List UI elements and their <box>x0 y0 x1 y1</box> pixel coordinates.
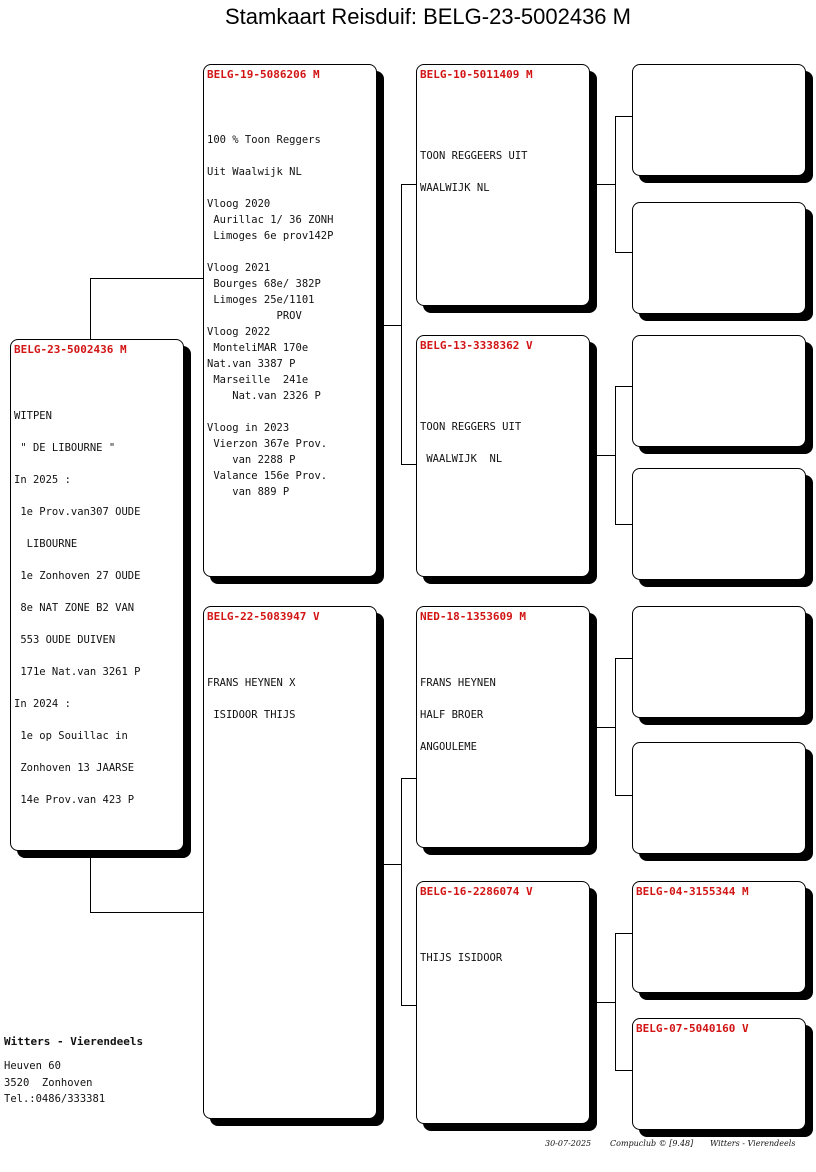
great-grandparent-ring: BELG-04-3155344 M <box>636 885 749 898</box>
connector-line <box>597 184 615 185</box>
connector-line <box>615 1070 633 1071</box>
subject-line: LIBOURNE <box>14 538 78 550</box>
connector-line <box>401 184 417 185</box>
great-grandparent-card[interactable] <box>632 202 806 314</box>
father-line: Limoges 25e/1101 <box>207 294 315 306</box>
owner-phone: Tel.:0486/333381 <box>4 1093 106 1105</box>
owner-address: Heuven 60 <box>4 1060 61 1072</box>
owner-name: Witters - Vierendeels <box>4 1035 144 1048</box>
paternal-grandfather-line: WAALWIJK NL <box>420 182 490 194</box>
subject-line: 553 OUDE DUIVEN <box>14 634 116 646</box>
subject-ring: BELG-23-5002436 M <box>14 343 127 356</box>
father-line: 100 % Toon Reggers <box>207 134 321 146</box>
mother-card[interactable] <box>203 606 377 1119</box>
paternal-grandmother-line: WAALWIJK NL <box>420 453 503 465</box>
connector-line <box>384 325 402 326</box>
connector-line <box>90 278 204 279</box>
father-card[interactable] <box>203 64 377 577</box>
father-line: Vierzon 367e Prov. <box>207 438 328 450</box>
subject-line: 8e NAT ZONE B2 VAN <box>14 602 135 614</box>
connector-line <box>615 658 616 795</box>
connector-line <box>401 184 402 464</box>
great-grandparent-card[interactable] <box>632 64 806 176</box>
owner-city: 3520 Zonhoven <box>4 1077 93 1089</box>
subject-line: In 2024 : <box>14 698 71 710</box>
connector-line <box>615 933 616 1070</box>
father-line: Vloog in 2023 <box>207 422 290 434</box>
maternal-grandfather-line: FRANS HEYNEN <box>420 677 496 689</box>
great-grandparent-card[interactable] <box>632 335 806 447</box>
connector-line <box>615 252 633 253</box>
maternal-grandmother-card[interactable] <box>416 881 590 1124</box>
father-line: van 889 P <box>207 486 290 498</box>
footer-date: 30-07-2025 <box>545 1139 592 1148</box>
father-line: PROV <box>207 310 302 322</box>
connector-line <box>615 933 633 934</box>
subject-line: WITPEN <box>14 410 52 422</box>
subject-line: Zonhoven 13 JAARSE <box>14 762 135 774</box>
father-line: Bourges 68e/ 382P <box>207 278 321 290</box>
connector-line <box>615 386 633 387</box>
connector-line <box>401 1005 417 1006</box>
footer-owner: Witters - Vierendeels <box>710 1139 796 1148</box>
mother-line: ISIDOOR THIJS <box>207 709 296 721</box>
subject-line: 1e Zonhoven 27 OUDE <box>14 570 141 582</box>
connector-line <box>401 778 417 779</box>
connector-line <box>615 116 633 117</box>
maternal-grandmother-line: THIJS ISIDOOR <box>420 952 503 964</box>
subject-line: " DE LIBOURNE " <box>14 442 116 454</box>
father-line: Vloog 2021 <box>207 262 271 274</box>
father-line: Vloog 2020 <box>207 198 271 210</box>
father-line: Nat.van 2326 P <box>207 390 321 402</box>
connector-line <box>597 455 615 456</box>
connector-line <box>384 864 402 865</box>
father-line: Uit Waalwijk NL <box>207 166 302 178</box>
great-grandparent-card[interactable] <box>632 742 806 854</box>
subject-line: 1e Prov.van307 OUDE <box>14 506 141 518</box>
subject-line: In 2025 : <box>14 474 71 486</box>
great-grandparent-ring: BELG-07-5040160 V <box>636 1022 749 1035</box>
mother-line: FRANS HEYNEN X <box>207 677 296 689</box>
footer-software: Compuclub © [9.48] <box>610 1139 694 1148</box>
maternal-grandfather-line: ANGOULEME <box>420 741 477 753</box>
maternal-grandfather-card[interactable] <box>416 606 590 848</box>
paternal-grandmother-ring: BELG-13-3338362 V <box>420 339 533 352</box>
connector-line <box>615 524 633 525</box>
connector-line <box>90 851 91 913</box>
connector-line <box>90 278 91 339</box>
subject-line: 1e op Souillac in <box>14 730 128 742</box>
maternal-grandmother-ring: BELG-16-2286074 V <box>420 885 533 898</box>
mother-ring: BELG-22-5083947 V <box>207 610 320 623</box>
connector-line <box>90 912 204 913</box>
great-grandparent-card[interactable] <box>632 1018 806 1130</box>
connector-line <box>615 386 616 524</box>
paternal-grandfather-line: TOON REGGEERS UIT <box>420 150 528 162</box>
connector-line <box>597 1002 615 1003</box>
paternal-grandmother-line: TOON REGGERS UIT <box>420 421 522 433</box>
maternal-grandfather-ring: NED-18-1353609 M <box>420 610 526 623</box>
father-line: Marseille 241e <box>207 374 309 386</box>
father-line: MonteliMAR 170e <box>207 342 309 354</box>
father-line: Nat.van 3387 P <box>207 358 296 370</box>
father-line: Aurillac 1/ 36 ZONH <box>207 214 334 226</box>
subject-card[interactable] <box>10 339 184 851</box>
connector-line <box>615 658 633 659</box>
page-title: Stamkaart Reisduif: BELG-23-5002436 M <box>225 4 631 29</box>
father-ring: BELG-19-5086206 M <box>207 68 320 81</box>
subject-line: 171e Nat.van 3261 P <box>14 666 141 678</box>
father-line: Limoges 6e prov142P <box>207 230 334 242</box>
subject-line: 14e Prov.van 423 P <box>14 794 135 806</box>
father-line: Vloog 2022 <box>207 326 271 338</box>
connector-line <box>401 778 402 1005</box>
father-line: Valance 156e Prov. <box>207 470 328 482</box>
connector-line <box>615 116 616 252</box>
great-grandparent-card[interactable] <box>632 606 806 718</box>
connector-line <box>597 727 615 728</box>
connector-line <box>615 795 633 796</box>
father-line: van 2288 P <box>207 454 296 466</box>
maternal-grandfather-line: HALF BROER <box>420 709 484 721</box>
paternal-grandfather-card[interactable] <box>416 64 590 306</box>
great-grandparent-card[interactable] <box>632 468 806 580</box>
paternal-grandfather-ring: BELG-10-5011409 M <box>420 68 533 81</box>
great-grandparent-card[interactable] <box>632 881 806 993</box>
connector-line <box>401 464 417 465</box>
paternal-grandmother-card[interactable] <box>416 335 590 577</box>
